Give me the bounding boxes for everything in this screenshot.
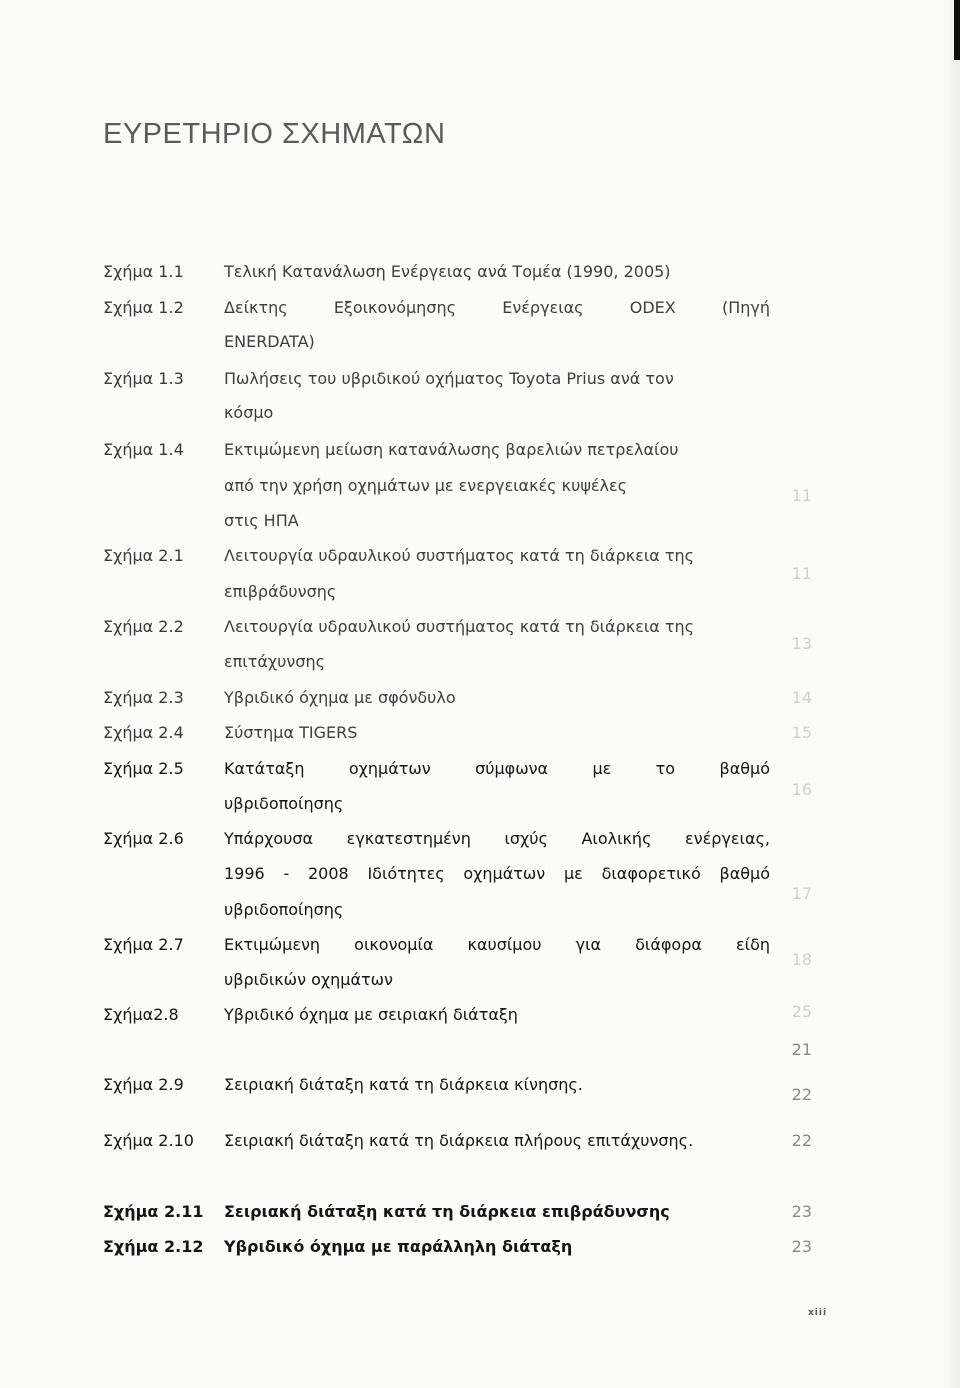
page-number: 16: [791, 780, 812, 799]
figure-label: Σχήμα 2.6: [103, 829, 184, 848]
page-number: 22: [791, 1131, 812, 1150]
page-number: 18: [791, 950, 812, 969]
figure-label: Σχήμα 2.3: [103, 688, 184, 707]
figure-label: Σχήμα 2.9: [103, 1075, 184, 1094]
figure-caption: Κατάταξη οχημάτων σύμφωνα με το βαθμό: [224, 759, 770, 778]
figure-caption: Σύστημα TIGERS: [224, 723, 358, 742]
figure-caption: Εκτιμώμενη μείωση κατανάλωσης βαρελιών πετρελαίου: [224, 440, 679, 459]
figure-caption-cont: επιτάχυνσης: [224, 652, 325, 671]
page-footer-roman: xiii: [808, 1308, 828, 1318]
figure-caption: Υπάρχουσα εγκατεστημένη ισχύς Αιολικής ενέργειας,: [224, 829, 770, 848]
page-number: 14: [791, 688, 812, 707]
figure-caption-cont: από την χρήση οχημάτων με ενεργειακές κυψέλες: [224, 476, 628, 495]
page-number: 15: [791, 723, 812, 742]
scan-corner-mark: [954, 0, 960, 60]
figure-caption: Λειτουργία υδραυλικού συστήματος κατά τη διάρκεια της: [224, 617, 695, 636]
figure-label: Σχήμα 2.5: [103, 759, 184, 778]
figure-caption-cont: 1996 - 2008 Ιδιότητες οχημάτων με διαφορετικό βαθμό: [224, 864, 770, 883]
figure-caption-cont: επιβράδυνσης: [224, 582, 337, 601]
figure-caption: Υβριδικό όχημα με σειριακή διάταξη: [224, 1005, 518, 1024]
page-title: ΕΥΡΕΤΗΡΙΟ ΣΧΗΜΑΤΩΝ: [103, 118, 446, 150]
figure-caption: Δείκτης Εξοικονόμησης Ενέργειας ODEX (Πηγή: [224, 298, 770, 317]
page-edge-shadow: [946, 0, 960, 1388]
figure-caption-cont: ENERDATA): [224, 332, 315, 351]
figure-label: Σχήμα 1.2: [103, 298, 184, 317]
page-number: 23: [791, 1237, 812, 1256]
page-number: 11: [791, 564, 812, 583]
figure-caption: Υβριδικό όχημα με σφόνδυλο: [224, 688, 456, 707]
page-number: 13: [791, 634, 812, 653]
figure-caption: Πωλήσεις του υβριδικού οχήματος Toyota Prius ανά τον: [224, 369, 674, 388]
page-number: 22: [791, 1085, 812, 1104]
figure-caption: Λειτουργία υδραυλικού συστήματος κατά τη διάρκεια της: [224, 546, 695, 565]
figure-caption-cont: κόσμο: [224, 403, 274, 422]
figure-label: Σχήμα 1.1: [103, 262, 184, 281]
figure-label: Σχήμα 1.3: [103, 369, 184, 388]
figure-label: Σχήμα 2.10: [103, 1131, 194, 1150]
figure-caption: Υβριδικό όχημα με παράλληλη διάταξη: [224, 1237, 573, 1256]
figure-caption-cont: στις ΗΠΑ: [224, 511, 299, 530]
figure-label: Σχήμα2.8: [103, 1005, 179, 1024]
page-number: 11: [791, 486, 812, 505]
figure-caption: Τελική Κατανάλωση Ενέργειας ανά Τομέα (1990, 2005): [224, 262, 671, 281]
figure-caption-cont: υβριδοποίησης: [224, 794, 344, 813]
page-number: 17: [791, 884, 812, 903]
figure-caption: Εκτιμώμενη οικονομία καυσίμου για διάφορα είδη: [224, 935, 770, 954]
figure-label: Σχήμα 2.7: [103, 935, 184, 954]
figure-caption-cont: υβριδοποίησης: [224, 900, 344, 919]
figure-label: Σχήμα 2.1: [103, 546, 184, 565]
figure-label: Σχήμα 2.2: [103, 617, 184, 636]
figure-label: Σχήμα 1.4: [103, 440, 184, 459]
page-number: 21: [791, 1040, 812, 1059]
figure-caption: Σειριακή διάταξη κατά τη διάρκεια κίνησης.: [224, 1075, 583, 1094]
page-number: 23: [791, 1202, 812, 1221]
figure-label: Σχήμα 2.11: [103, 1202, 204, 1221]
figure-caption-cont: υβριδικών οχημάτων: [224, 970, 393, 989]
page-number: 25: [791, 1002, 812, 1021]
figure-label: Σχήμα 2.12: [103, 1237, 204, 1256]
figure-caption: Σειριακή διάταξη κατά τη διάρκεια επιβράδυνσης: [224, 1202, 670, 1221]
figure-label: Σχήμα 2.4: [103, 723, 184, 742]
figure-caption: Σειριακή διάταξη κατά τη διάρκεια πλήρους επιτάχυνσης.: [224, 1131, 694, 1150]
